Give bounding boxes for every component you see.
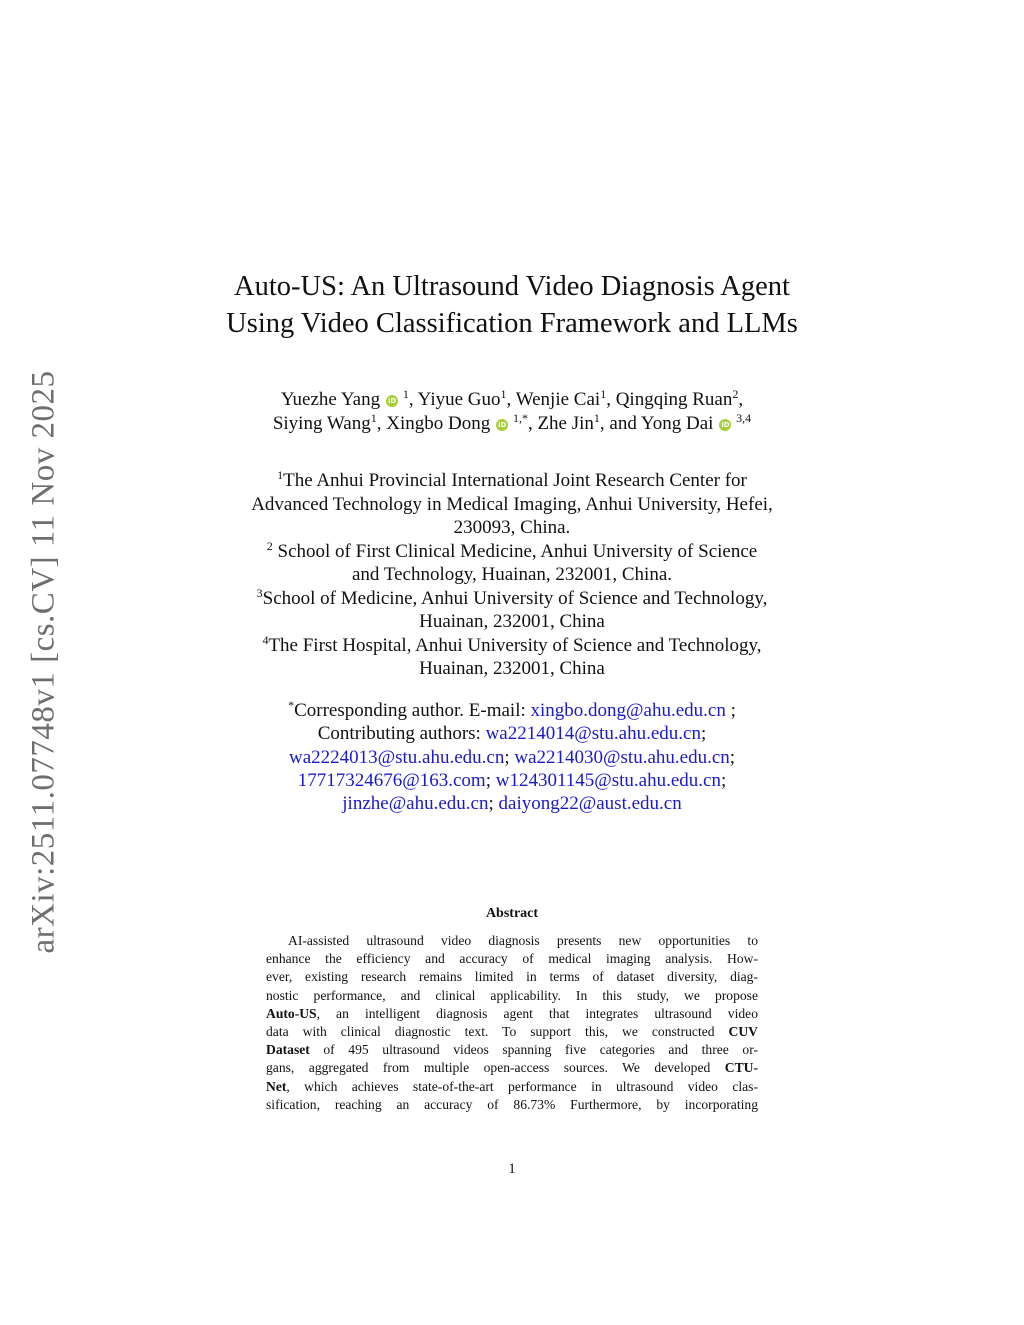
contrib-line: jinzhe@ahu.edu.cn; daiyong22@aust.edu.cn: [342, 793, 682, 815]
author-name: Xingbo Dong: [386, 413, 491, 434]
contact-block: [0, 699, 1024, 815]
orcid-icon[interactable]: iD: [498, 421, 507, 429]
abstract-bold-term: Dataset: [266, 1042, 310, 1058]
abstract-text: AI-assisted ultrasound video diagnosis presents new opportunities to: [288, 933, 758, 948]
abstract-text: nostic performance, and clinical applicability. In this study, we propose: [266, 987, 758, 1003]
abstract-bold-term: Auto-US: [266, 1005, 317, 1021]
abstract-line: [266, 1005, 758, 1023]
author-affil-marker: 1,*: [512, 411, 528, 425]
abstract-text: gans, aggregated from multiple open-access sources. We developed: [266, 1060, 725, 1076]
author-name: Qingqing Ruan: [615, 389, 733, 410]
abstract-bold-term: CTU-: [724, 1060, 758, 1076]
orcid-icon[interactable]: iD: [721, 421, 730, 429]
abstract-line: [266, 968, 758, 986]
affiliation-line: and Technology, Huainan, 232001, China.: [351, 564, 673, 585]
author-affil-marker: 1: [500, 387, 507, 401]
abstract-line: [266, 1041, 758, 1059]
author-name: Yuezhe Yang: [280, 389, 381, 410]
author-name: Wenjie Cai: [515, 389, 601, 410]
abstract-text: data with clinical diagnostic text. To support this, we constructed: [266, 1024, 729, 1040]
affiliation-line: 230093, China.: [453, 517, 571, 538]
corresponding-line: *Corresponding author. E-mail: xingbo.dong@ahu.edu.cn ;: [288, 698, 736, 721]
abstract-text: ever, existing research remains limited in terms of dataset diversity, diag-: [266, 969, 758, 985]
abstract-line: [266, 1059, 758, 1077]
abstract-line: [266, 932, 758, 950]
affiliation-line: $^2$ School of First Clinical Medicine, Anhui University of Science: [266, 538, 758, 562]
orcid-icon[interactable]: iD: [388, 397, 397, 405]
affiliations: [0, 469, 1024, 681]
affiliation-line: Huainan, 232001, China: [419, 658, 605, 679]
abstract-text: enhance the efficiency and accuracy of medical imaging analysis. How-: [266, 951, 758, 967]
email-link[interactable]: wa2214014@stu.ahu.edu.cn: [485, 723, 701, 745]
affiliation-marker: 4: [262, 632, 269, 647]
arxiv-identifier: arXiv:2511.07748v1 [cs.CV] 11 Nov 2025: [25, 370, 62, 954]
author-name: Yong Dai: [640, 413, 714, 434]
author-affil-marker: 2: [732, 387, 739, 401]
page-number: 1: [508, 1161, 516, 1177]
author-name: Zhe Jin: [537, 413, 594, 434]
author-affil-marker: 1: [402, 387, 409, 401]
affiliation-marker: 2: [266, 538, 273, 553]
abstract-line: [266, 1096, 758, 1114]
email-link[interactable]: wa2224013@stu.ahu.edu.cn: [288, 746, 505, 768]
author-affil-marker: 1: [370, 411, 377, 425]
abstract-text: sification, reaching an accuracy of 86.73% Furthermore, by incorporating: [266, 1096, 758, 1112]
abstract-heading: Abstract: [485, 906, 539, 921]
author-separator: ,: [527, 413, 538, 434]
email-link[interactable]: jinzhe@ahu.edu.cn: [342, 793, 489, 815]
title-line-2: Using Video Classification Framework and LLMs: [226, 308, 798, 339]
author-separator: ,: [606, 389, 616, 410]
author-affil-marker: 1: [600, 387, 607, 401]
abstract-bold-term: CUV: [728, 1024, 758, 1040]
affiliation-line: Huainan, 232001, China: [419, 611, 605, 632]
title-line-1: Auto-US: An Ultrasound Video Diagnosis Agent: [234, 271, 790, 302]
author-separator: ,: [506, 389, 516, 410]
email-link[interactable]: w124301145@stu.ahu.edu.cn: [495, 769, 721, 791]
affiliation-line: $^3$School of Medicine, Anhui University of Science and Technology,: [256, 585, 768, 609]
author-name: Yiyue Guo: [417, 389, 501, 410]
author-affil-marker: 3,4: [736, 411, 752, 425]
author-list: [0, 388, 1024, 436]
affiliation-marker: 1: [277, 468, 284, 482]
author-separator: , and: [599, 413, 641, 434]
corresponding-email-link[interactable]: xingbo.dong@ahu.edu.cn: [530, 700, 726, 721]
author-separator: ,: [738, 389, 744, 410]
email-link[interactable]: wa2214030@stu.ahu.edu.cn: [514, 746, 730, 768]
paper-title: [0, 268, 1024, 342]
abstract-line: [266, 1023, 758, 1041]
author-affil-marker: 1: [593, 411, 600, 425]
email-link[interactable]: daiyong22@aust.edu.cn: [498, 793, 682, 815]
abstract-body: [266, 932, 758, 1114]
affiliation-line: $^1$The Anhui Provincial International Joint Research Center for: [277, 468, 747, 491]
affiliation-line: $^4$The First Hospital, Anhui University of Science and Technology,: [262, 632, 762, 656]
abstract-line: [266, 950, 758, 968]
abstract-text: , which achieves state-of-the-art performance in ultrasound video clas-: [286, 1078, 758, 1094]
abstract-line: [266, 1078, 758, 1096]
affiliation-marker: 3: [256, 585, 263, 600]
contrib-line: Contributing authors: wa2214014@stu.ahu.edu.cn;: [317, 723, 707, 745]
author-line: [0, 388, 1024, 412]
author-separator: ,: [376, 413, 387, 434]
contrib-line: wa2224013@stu.ahu.edu.cn; wa2214030@stu.ahu.edu.cn;: [288, 746, 736, 768]
author-line: [0, 412, 1024, 436]
abstract-line: [266, 987, 758, 1005]
contrib-label: Contributing authors:: [317, 723, 486, 745]
abstract-bold-term: Net: [266, 1078, 287, 1094]
author-separator: ,: [408, 389, 418, 410]
abstract-text: of 495 ultrasound videos spanning five categories and three or-: [309, 1042, 758, 1058]
author-name: Siying Wang: [272, 413, 371, 434]
affiliation-line: Advanced Technology in Medical Imaging, Anhui University, Hefei,: [251, 493, 773, 515]
corresponding-label: Corresponding author. E-mail:: [294, 700, 531, 721]
email-link[interactable]: 17717324676@163.com: [297, 769, 486, 791]
corresponding-marker: *: [288, 698, 295, 712]
contrib-line: 17717324676@163.com; w124301145@stu.ahu.edu.cn;: [297, 769, 727, 791]
abstract-text: , an intelligent diagnosis agent that integrates ultrasound video: [316, 1005, 758, 1021]
